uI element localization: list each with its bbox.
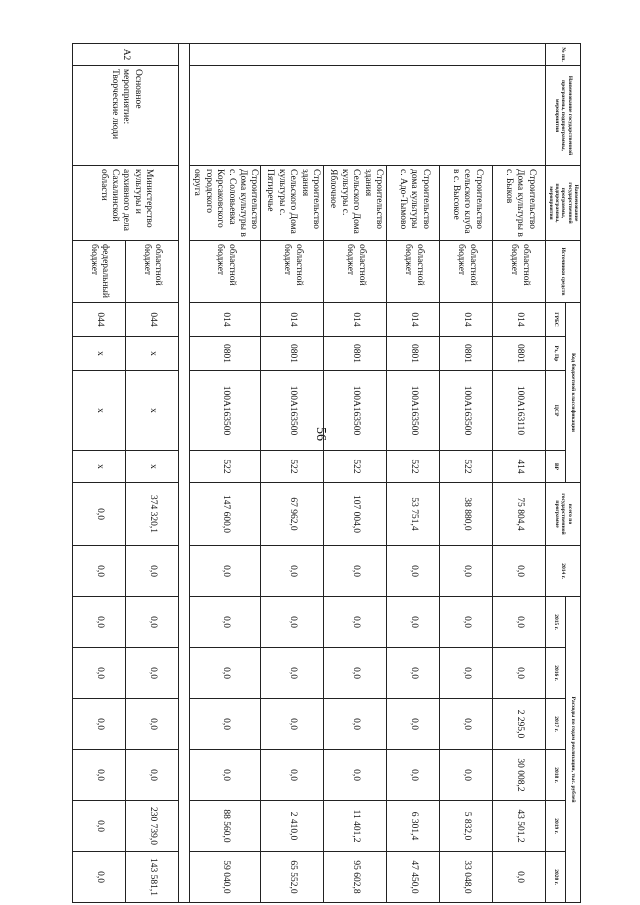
a2-num: А2 [73,44,179,66]
year-2017-cell: 0,0 [324,699,387,750]
source-cell: федеральный бюджет [73,241,126,303]
year-2018-cell: 0,0 [324,750,387,801]
header-num: № пп. [546,44,581,66]
grbs-cell: 044 [73,303,126,337]
header-rzpr: Рз, Пр [546,337,566,371]
header-year-2014: 2014 г. [546,546,581,597]
page-number: 56 [313,427,328,441]
table-row [324,44,387,903]
year-2019-cell: 230 739,0 [126,801,179,852]
year-2017-cell: 0,0 [126,699,179,750]
header-name-program: Наименование государственной программы, подпрограммы, мероприятия [546,66,581,166]
source-cell: областной бюджет [440,241,493,303]
year-2017-cell: 0,0 [73,699,126,750]
year-2019-cell: 0,0 [73,801,126,852]
total-cell: 53 751,4 [387,483,440,546]
rzpr-cell: х [73,337,126,371]
year-2017-cell: 2 295,0 [493,699,546,750]
csr-cell: 100А163500 [324,371,387,451]
year-2020-cell: 95 602,8 [324,852,387,903]
total-cell: 374 320,1 [126,483,179,546]
year-2019-cell: 11 401,2 [324,801,387,852]
year-2014-cell: 0,0 [73,546,126,597]
grbs-cell: 014 [493,303,546,337]
header-grbs: ГРБС [546,303,566,337]
csr-cell: 100А163110 [493,371,546,451]
vr-cell: 522 [387,451,440,483]
rzpr-cell: х [126,337,179,371]
year-2019-cell: 88 560,0 [190,801,261,852]
year-2014-cell: 0,0 [387,546,440,597]
empty-num-cell [190,44,546,66]
empty-program-cell [190,66,546,166]
header-name-event: Наименование государственной программы, подпрограммы, мероприятия [546,166,581,241]
a2-name: Основное мероприятие: Творческие люди [73,66,179,166]
total-cell: 67 962,0 [261,483,324,546]
table-row [126,44,179,903]
year-2019-cell: 5 832,0 [440,801,493,852]
year-2016-cell: 0,0 [261,648,324,699]
year-2020-cell: 33 048,0 [440,852,493,903]
source-cell: областной бюджет [190,241,261,303]
year-2014-cell: 0,0 [190,546,261,597]
table-row [179,44,190,903]
object-name: Строительство сельского клуба в с. Высокое [440,166,493,241]
header-year-2019: 2019 г. [546,801,566,852]
year-2016-cell: 0,0 [387,648,440,699]
vr-cell: 522 [261,451,324,483]
a2-executor: Министерство культуры и архивного дела Сахалинской области [73,166,179,241]
year-2020-cell: 59 040,0 [190,852,261,903]
vr-cell: 522 [190,451,261,483]
grbs-cell: 014 [190,303,261,337]
year-2020-cell: 143 581,1 [126,852,179,903]
object-name: Строительство Дома культуры в с. Быков [493,166,546,241]
year-2015-cell: 0,0 [440,597,493,648]
header-total: всего по государственной программе [546,483,581,546]
year-2020-cell: 65 552,0 [261,852,324,903]
year-2016-cell: 0,0 [324,648,387,699]
vr-cell: 522 [440,451,493,483]
source-cell: областной бюджет [261,241,324,303]
grbs-cell: 044 [126,303,179,337]
year-2015-cell: 0,0 [493,597,546,648]
year-2020-cell: 47 450,0 [387,852,440,903]
rzpr-cell: 0801 [493,337,546,371]
grbs-cell: 014 [261,303,324,337]
vr-cell: х [73,451,126,483]
header-year-2016: 2016 г. [546,648,566,699]
year-2014-cell: 0,0 [324,546,387,597]
year-2015-cell: 0,0 [387,597,440,648]
year-2014-cell: 0,0 [493,546,546,597]
object-name: Строительство здания Сельского Дома культуры с. Пятиречье [261,166,324,241]
header-vr: ВР [546,451,566,483]
table-row [440,44,493,903]
source-cell: областной бюджет [126,241,179,303]
header-expenses: Расходы по годам реализации, тыс. рублей [566,597,581,903]
source-cell: областной бюджет [387,241,440,303]
year-2016-cell: 0,0 [493,648,546,699]
header-year-2015: 2015 г. [546,597,566,648]
table-row [387,44,440,903]
year-2020-cell: 0,0 [493,852,546,903]
year-2016-cell: 0,0 [126,648,179,699]
year-2018-cell: 0,0 [261,750,324,801]
table-row [261,44,324,903]
csr-cell: х [73,371,126,451]
vr-cell: 522 [324,451,387,483]
year-2015-cell: 0,0 [324,597,387,648]
object-name: Строительство Дома культуры в с. Соловьевка Корсаковского городского округа [190,166,261,241]
csr-cell: 100А163500 [261,371,324,451]
csr-cell: 100А163500 [190,371,261,451]
rzpr-cell: 0801 [324,337,387,371]
year-2014-cell: 0,0 [261,546,324,597]
source-cell: областной бюджет [324,241,387,303]
year-2015-cell: 0,0 [126,597,179,648]
object-name: Строительство дома культуры с. Адо-Тымово [387,166,440,241]
budget-table [72,43,581,903]
year-2018-cell: 0,0 [126,750,179,801]
year-2015-cell: 0,0 [190,597,261,648]
grbs-cell: 014 [387,303,440,337]
table-row [493,44,546,903]
year-2020-cell: 0,0 [73,852,126,903]
year-2019-cell: 6 301,4 [387,801,440,852]
total-cell: 107 004,0 [324,483,387,546]
csr-cell: 100А163500 [387,371,440,451]
year-2017-cell: 0,0 [387,699,440,750]
year-2018-cell: 0,0 [190,750,261,801]
rotated-table-wrapper [41,43,581,903]
header-year-2020: 2020 г. [546,852,566,903]
year-2017-cell: 0,0 [440,699,493,750]
vr-cell: х [126,451,179,483]
source-cell: областной бюджет [493,241,546,303]
header-year-2017: 2017 г. [546,699,566,750]
year-2017-cell: 0,0 [190,699,261,750]
year-2015-cell: 0,0 [261,597,324,648]
rzpr-cell: 0801 [387,337,440,371]
year-2018-cell: 0,0 [387,750,440,801]
total-cell: 147 600,0 [190,483,261,546]
csr-cell: х [126,371,179,451]
total-cell: 0,0 [73,483,126,546]
year-2019-cell: 43 501,2 [493,801,546,852]
year-2016-cell: 0,0 [440,648,493,699]
separator-row [179,44,190,903]
header-year-2018: 2018 г. [546,750,566,801]
rzpr-cell: 0801 [440,337,493,371]
header-budget-code: Код бюджетной классификации [566,303,581,483]
year-2016-cell: 0,0 [73,648,126,699]
object-name: Строительство здания Сельского Дома культуры с. Яблочное [324,166,387,241]
grbs-cell: 014 [324,303,387,337]
rzpr-cell: 0801 [261,337,324,371]
vr-cell: 414 [493,451,546,483]
rzpr-cell: 0801 [190,337,261,371]
year-2018-cell: 0,0 [73,750,126,801]
header-csr: ЦСР [546,371,566,451]
year-2018-cell: 30 008,2 [493,750,546,801]
grbs-cell: 014 [440,303,493,337]
year-2015-cell: 0,0 [73,597,126,648]
header-source: Источники средств [546,241,581,303]
year-2019-cell: 2 410,0 [261,801,324,852]
year-2014-cell: 0,0 [440,546,493,597]
year-2018-cell: 0,0 [440,750,493,801]
year-2017-cell: 0,0 [261,699,324,750]
csr-cell: 100А163500 [440,371,493,451]
year-2016-cell: 0,0 [190,648,261,699]
total-cell: 38 880,0 [440,483,493,546]
table-row [190,44,261,903]
year-2014-cell: 0,0 [126,546,179,597]
total-cell: 75 804,4 [493,483,546,546]
